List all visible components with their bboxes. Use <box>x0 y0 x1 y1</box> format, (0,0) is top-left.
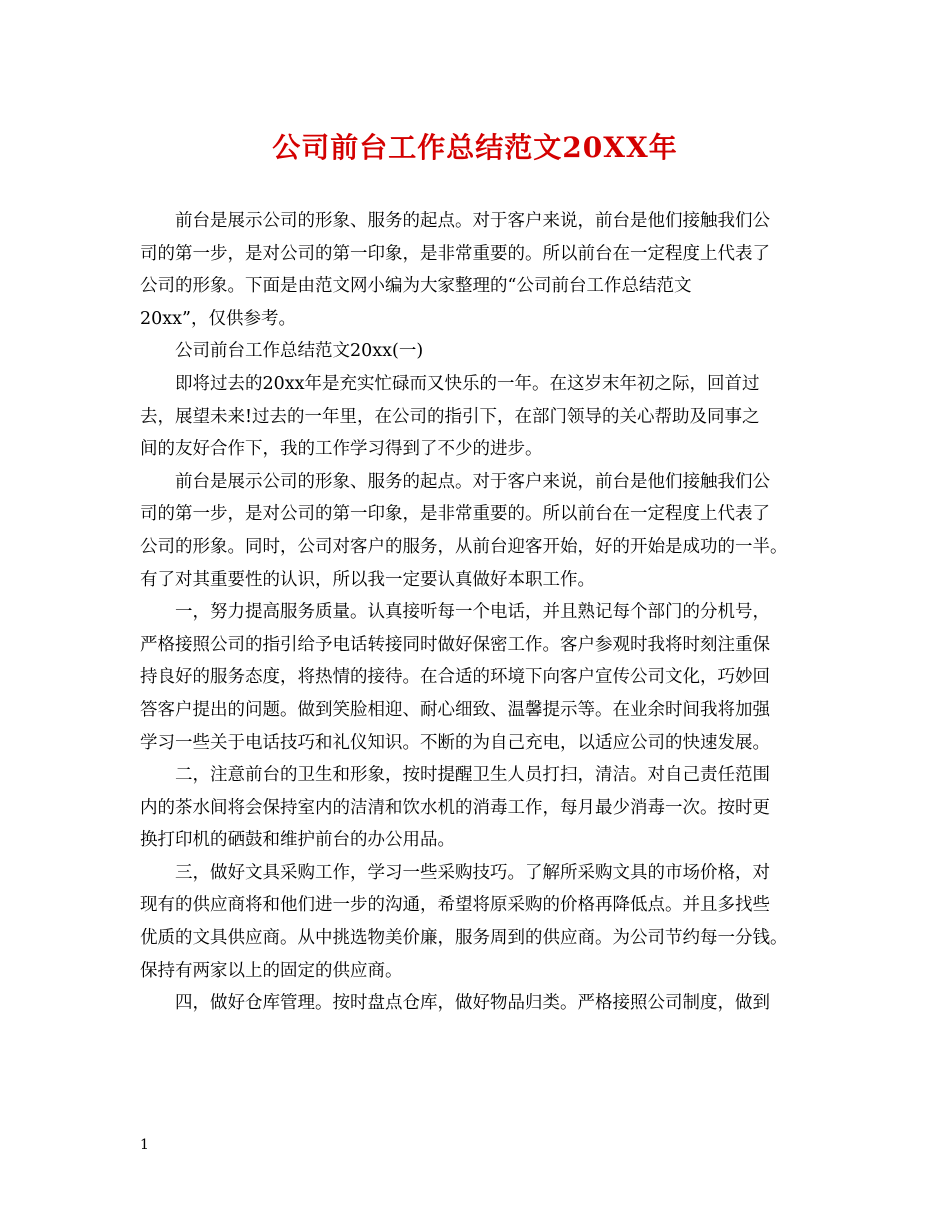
text-line: 答客户提出的问题。做到笑脸相迎、耐心细致、温馨提示等。在业余时间我将加强 <box>140 699 770 720</box>
text-line: 司的第一步，是对公司的第一印象，是非常重要的。所以前台在一定程度上代表了 <box>140 504 770 525</box>
document-body <box>140 205 820 1020</box>
text-line: 换打印机的硒鼓和维护前台的办公用品。 <box>140 830 455 851</box>
text-line: 前台是展示公司的形象、服务的起点。对于客户来说，前台是他们接触我们公 <box>175 471 770 492</box>
text-line: 即将过去的20xx年是充实忙碌而又快乐的一年。在这岁末年初之际，回首过 <box>175 373 760 394</box>
page-number: 1 <box>140 1137 149 1153</box>
text-line: 有了对其重要性的认识，所以我一定要认真做好本职工作。 <box>140 569 595 590</box>
text-line: 严格接照公司的指引给予电话转接同时做好保密工作。客户参观时我将时刻注重保 <box>140 634 770 655</box>
text-line: 去，展望未来!过去的一年里，在公司的指引下，在部门领导的关心帮助及同事之 <box>140 406 760 427</box>
text-line: 四，做好仓库管理。按时盘点仓库，做好物品归类。严格接照公司制度，做到 <box>175 993 770 1014</box>
document-title: 公司前台工作总结范文20XX年 <box>272 131 678 164</box>
text-line: 保持有两家以上的固定的供应商。 <box>140 960 403 981</box>
text-line: 间的友好合作下，我的工作学习得到了不少的进步。 <box>140 439 543 460</box>
text-line: 公司的形象。同时，公司对客户的服务，从前台迎客开始，好的开始是成功的一半。 <box>140 536 788 557</box>
text-line: 三，做好文具采购工作，学习一些采购技巧。了解所采购文具的市场价格，对 <box>175 862 770 883</box>
text-line: 优质的文具供应商。从中挑选物美价廉，服务周到的供应商。为公司节约每一分钱。 <box>140 928 788 949</box>
text-line: 20xx”，仅供参考。 <box>140 308 296 329</box>
text-line: 前台是展示公司的形象、服务的起点。对于客户来说，前台是他们接触我们公 <box>175 211 770 231</box>
text-line: 司的第一步，是对公司的第一印象，是非常重要的。所以前台在一定程度上代表了 <box>140 243 770 264</box>
text-line: 学习一些关于电话技巧和礼仪知识。不断的为自己充电，以适应公司的快速发展。 <box>140 732 770 753</box>
text-line: 一，努力提高服务质量。认真接听每一个电话，并且熟记每个部门的分机号， <box>175 602 770 623</box>
text-line: 现有的供应商将和他们进一步的沟通，希望将原采购的价格再降低点。并且多找些 <box>140 895 770 916</box>
text-line: 二，注意前台的卫生和形象，按时提醒卫生人员打扫，清洁。对自己责任范围 <box>175 765 770 786</box>
text-line: 公司的形象。下面是由范文网小编为大家整理的“公司前台工作总结范文 <box>140 276 692 297</box>
text-line: 持良好的服务态度，将热情的接待。在合适的环境下向客户宣传公司文化，巧妙回 <box>140 667 770 688</box>
text-line: 公司前台工作总结范文20xx(一) <box>175 341 424 362</box>
text-line: 内的茶水间将会保持室内的洁清和饮水机的消毒工作，每月最少消毒一次。按时更 <box>140 797 770 818</box>
